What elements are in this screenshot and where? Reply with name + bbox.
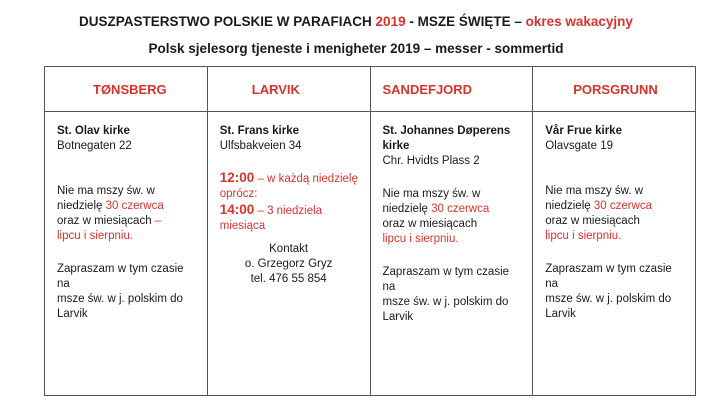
notice-line: niedzielę 30 czerwca (382, 203, 490, 215)
notice-line: Nie ma mszy św. w (545, 185, 644, 197)
city-header-sandefjord: SANDEFJORD (370, 67, 533, 112)
invite-line: Larvik (382, 311, 414, 323)
page-title (0, 14, 712, 29)
invite-line: Larvik (57, 308, 88, 320)
mass-time-1: 12:00 – w każdą niedzielę (219, 170, 358, 185)
church-address: Olavsgate 19 (545, 140, 614, 152)
notice-line: oraz w miesiącach (545, 215, 640, 227)
church-name: St. Frans kirke (219, 125, 300, 137)
invite-line: Larvik (545, 308, 576, 320)
invite-line: msze św. w j. polskim do (57, 293, 183, 305)
contact-phone: tel. 476 55 854 (250, 273, 327, 285)
notice-months: lipcu i sierpniu. (545, 230, 622, 242)
cell-tonsberg (45, 112, 208, 396)
notice-line: Nie ma mszy św. w (57, 185, 155, 197)
title-season: okres wakacyjny (525, 14, 633, 29)
invite-line: Zapraszam w tym czasie na (382, 266, 510, 293)
notice-months: lipcu i sierpniu. (382, 233, 459, 245)
notice-months: lipcu i sierpniu. (57, 230, 134, 242)
city-header-larvik: LARVIK (207, 67, 370, 112)
contact-block (208, 242, 370, 287)
church-name: St. Johannes Døperens (382, 125, 511, 137)
invite-line: Zapraszam w tym czasie na (545, 263, 672, 290)
contact-name: o. Grzegorz Gryz (244, 258, 333, 270)
city-header-porsgrunn: PORSGRUNN (533, 67, 696, 112)
mass-time-1-note: oprócz: (219, 188, 258, 200)
title-text-2: - MSZE ŚWIĘTE – (405, 14, 526, 29)
church-address: Chr. Hvidts Plass 2 (382, 155, 480, 167)
notice-line: niedzielę 30 czerwca (545, 200, 653, 212)
title-text: DUSZPASTERSTWO POLSKIE W PARAFIACH (79, 14, 376, 29)
cell-larvik (207, 112, 370, 396)
notice-line: oraz w miesiącach – (57, 215, 162, 227)
content-row (45, 112, 696, 396)
title-year: 2019 (375, 14, 406, 29)
notice-line: Nie ma mszy św. w (382, 188, 481, 200)
cell-sandefjord (370, 112, 533, 396)
city-header-tonsberg: TØNSBERG (45, 67, 208, 112)
cell-porsgrunn (533, 112, 696, 396)
mass-time-2: 14:00 – 3 niedziela miesiąca (219, 202, 323, 232)
church-name: St. Olav kirke (57, 125, 130, 137)
contact-label: Kontakt (269, 243, 309, 255)
header-row (45, 67, 696, 112)
notice-line: niedzielę 30 czerwca (57, 200, 164, 212)
schedule-table (44, 66, 696, 396)
church-name: Vår Frue kirke (545, 125, 622, 137)
page-subtitle: Polsk sjelesorg tjeneste i menigheter 2019 – messer - sommertid (148, 41, 564, 56)
invite-line: Zapraszam w tym czasie na (57, 263, 184, 290)
notice-line: oraz w miesiącach (382, 218, 478, 230)
church-address: Botnegaten 22 (57, 140, 132, 152)
church-address: Ulfsbakveien 34 (219, 140, 302, 152)
invite-line: msze św. w j. polskim do (545, 293, 672, 305)
church-name-cont: kirke (382, 140, 410, 152)
invite-line: msze św. w j. polskim do (382, 296, 509, 308)
